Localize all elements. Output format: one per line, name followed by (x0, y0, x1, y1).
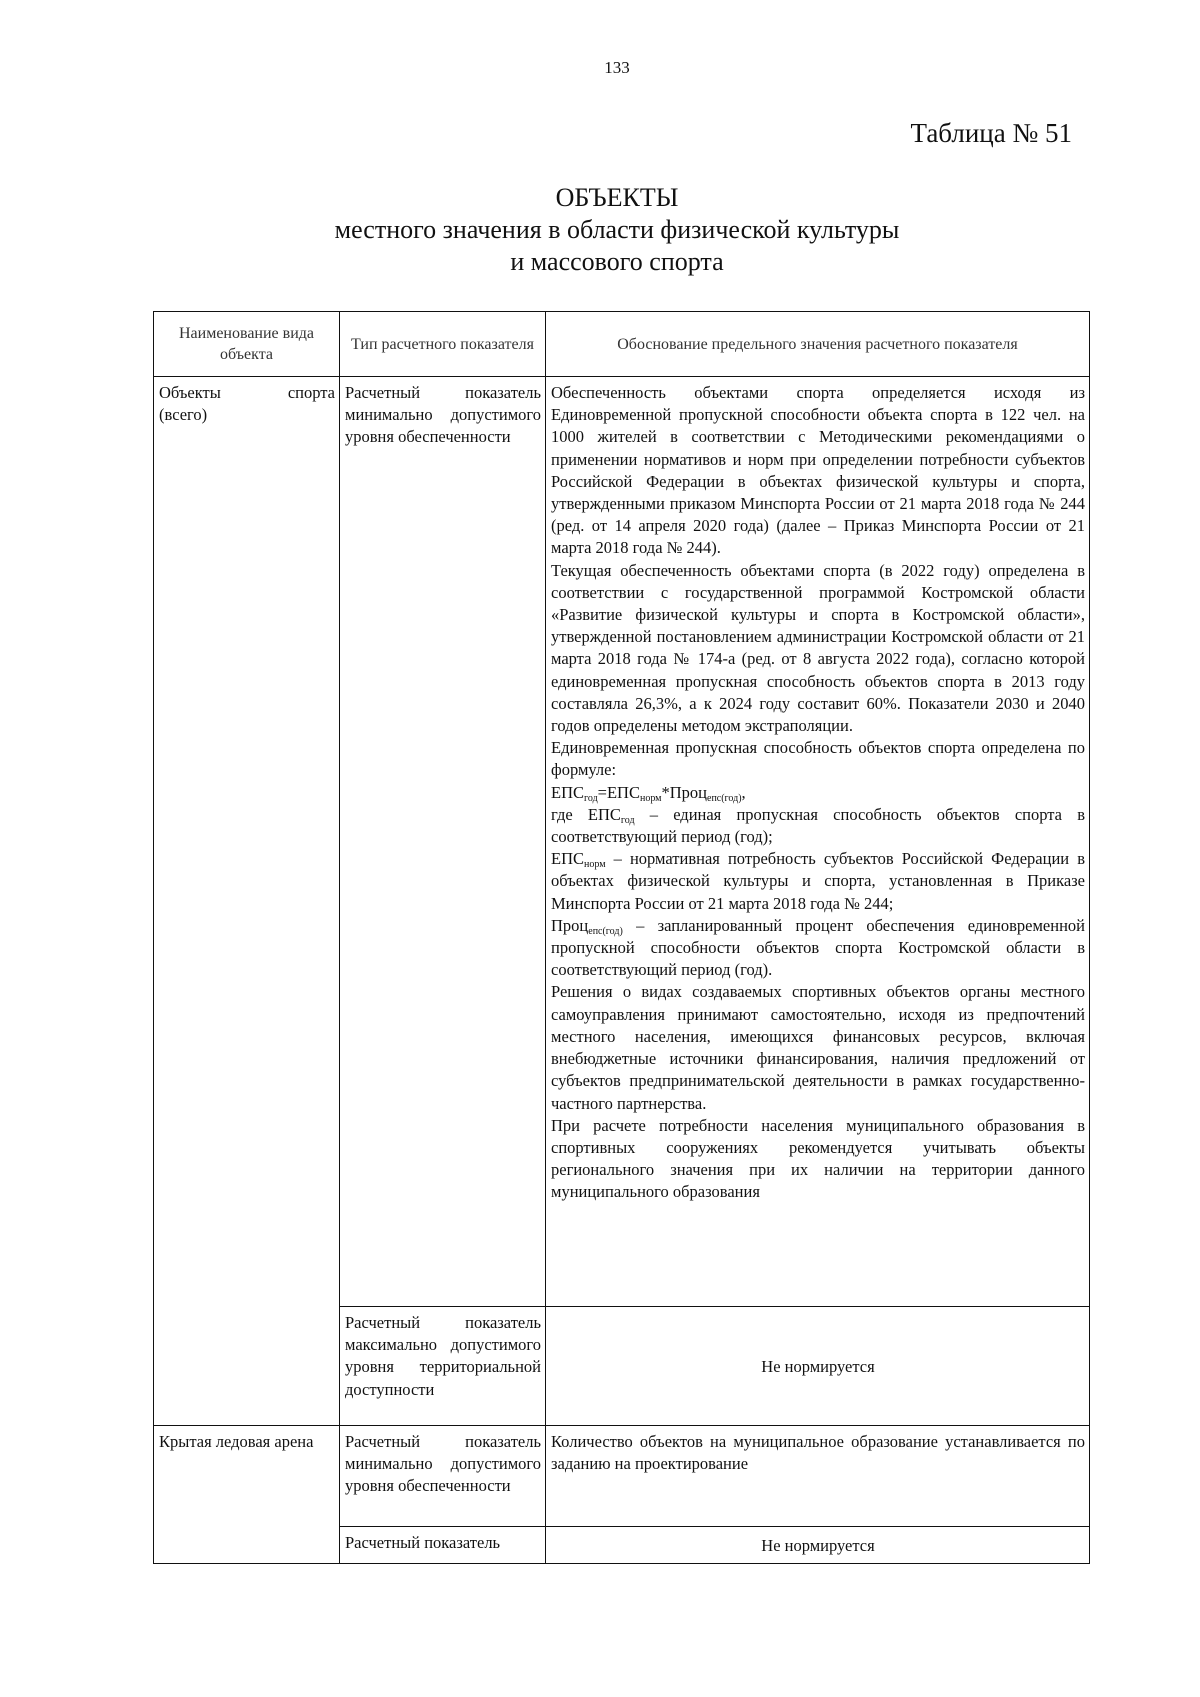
formula-definition: $ЕПС_{норм}$ – нормативная потребность субъектов Российской Федерации в объектах физической культуры и спорта, установленная в Приказе Минспорта России от 21 марта 2018 года № 244; (551, 849, 1085, 913)
object-name-word-1: Объекты (159, 383, 221, 402)
justification-cell: Не нормируется (546, 1527, 1090, 1564)
paragraph: Решения о видах создаваемых спортивных объектов органы местного самоуправления принимают самостоятельно, исходя из предпочтений местного населения, имеющихся финансовых ресурсов, включая внебюджетные источники финансирования, наличия предложений от субъектов предпринимательской деятельности в рамках государственно-частного партнерства. (551, 982, 1085, 1113)
formula-definition: где $ЕПС_{год}$ – единая пропускная способность объектов спорта в соответствующий период (год); (551, 804, 1085, 847)
header-object-type: Наименование вида объекта (154, 312, 340, 377)
indicator-type-cell: Расчетный показатель минимально допустимого уровня обеспеченности (340, 1426, 546, 1527)
indicator-type-cell: Расчетный показатель (340, 1527, 546, 1564)
header-justification: Обоснование предельного значения расчетного показателя (546, 312, 1090, 377)
table-caption: Таблица № 51 (910, 118, 1072, 148)
formula: $ЕПС_{год}=ЕПС_{норм}*Проц_{епс(год)}$, (551, 782, 746, 804)
object-name-word-2: спорта (287, 383, 335, 402)
title-line-3: и массового спорта (510, 247, 724, 276)
paragraph: При расчете потребности населения муниципального образования в спортивных сооружениях рекомендуется учитывать объекты регионального значения при их наличии на территории данного муниципального образования (551, 1115, 1085, 1202)
paragraph: Текущая обеспеченность объектами спорта (в 2022 году) определена в соответствии с государственной программой Костромской области «Развитие физической культуры и спорта в Костромской области», утвержденной постановлением администрации Костромской области от 21 марта 2018 года № 174-а (ред. от 8 августа 2022 года), согласно которой единовременная пропускная способность объектов спорта в 2013 году составляла 26,3%, а к 2024 году составит 60%. Показатели 2030 и 2040 годов определены методом экстраполяции. (551, 560, 1085, 736)
table-header-row (154, 312, 1090, 377)
table-row (154, 1426, 1090, 1527)
object-name-word-3: (всего) (159, 405, 208, 425)
standards-table (153, 311, 1090, 1564)
paragraph: Обеспеченность объектами спорта определяется исходя из Единовременной пропускной способности объекта спорта в 122 чел. на 1000 жителей в соответствии с Методическими рекомендациями о применении нормативов и норм при определении потребности субъектов Российской Федерации в объектах физической культуры и спорта, утвержденными приказом Минспорта России от 21 марта 2018 года № 244 (ред. от 14 апреля 2020 года) (далее – Приказ Минспорта России от 21 марта 2018 года № 244). (551, 383, 1085, 558)
justification-cell: Количество объектов на муниципальное образование устанавливается по заданию на проектирование (546, 1426, 1090, 1527)
page-number: 133 (604, 58, 630, 77)
object-name-cell: Крытая ледовая арена (154, 1426, 340, 1564)
document-title (0, 182, 1200, 278)
object-name-cell (154, 377, 340, 1426)
formula-definition: Проц$_{епс(год)}$ – запланированный процент обеспечения единовременной пропускной способности объектов спорта Костромской области в соответствующий период (год). (551, 915, 1085, 980)
title-line-1: ОБЪЕКТЫ (555, 183, 679, 212)
header-indicator-type: Тип расчетного показателя (340, 312, 546, 377)
justification-cell: Не нормируется (546, 1307, 1090, 1426)
title-line-2: местного значения в области физической культуры (334, 215, 900, 244)
justification-cell (546, 377, 1090, 1307)
paragraph: Единовременная пропускная способность объектов спорта определена по формуле: (551, 738, 1085, 780)
table-row (154, 377, 1090, 1307)
indicator-type-cell: Расчетный показатель минимально допустимого уровня обеспеченности (340, 377, 546, 1307)
indicator-type-cell: Расчетный показатель максимально допустимого уровня территориальной доступности (340, 1307, 546, 1426)
